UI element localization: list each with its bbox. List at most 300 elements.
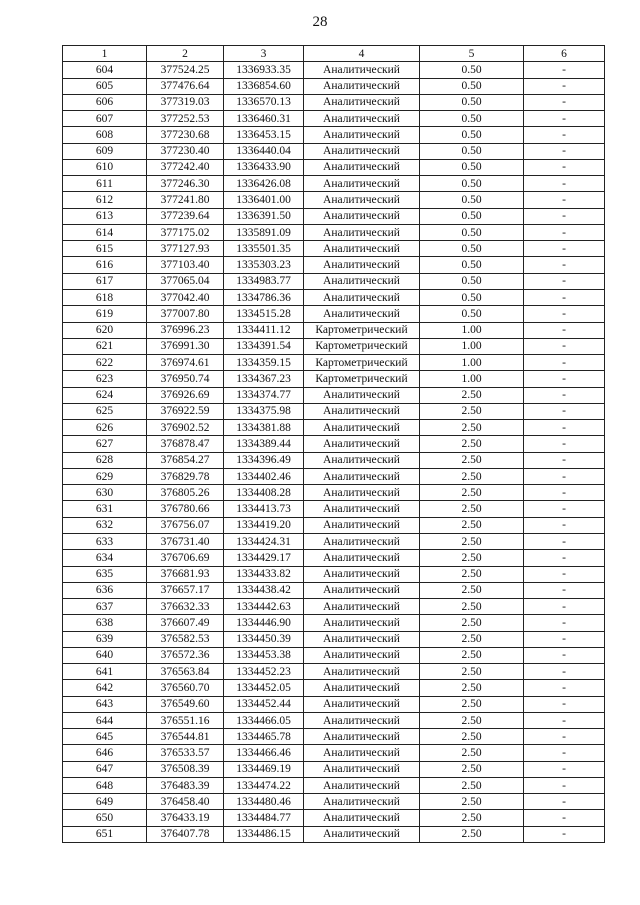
method-cell: Картометрический [304,371,420,387]
x-coordinate-cell: 377252.53 [147,111,224,127]
note-cell: - [524,111,605,127]
precision-cell: 2.50 [420,582,524,598]
note-cell: - [524,647,605,663]
table-row [63,257,605,273]
precision-cell: 2.50 [420,680,524,696]
point-number-cell: 608 [63,127,147,143]
method-cell: Аналитический [304,94,420,110]
precision-cell: 2.50 [420,631,524,647]
table-row [63,224,605,240]
x-coordinate-cell: 376878.47 [147,436,224,452]
method-cell: Аналитический [304,289,420,305]
method-cell: Аналитический [304,78,420,94]
table-row [63,729,605,745]
note-cell: - [524,322,605,338]
method-cell: Аналитический [304,127,420,143]
table-row [63,826,605,842]
y-coordinate-cell: 1334480.46 [224,794,304,810]
note-cell: - [524,420,605,436]
precision-cell: 2.50 [420,485,524,501]
method-cell: Аналитический [304,631,420,647]
y-coordinate-cell: 1335891.09 [224,224,304,240]
x-coordinate-cell: 376458.40 [147,794,224,810]
precision-cell: 2.50 [420,517,524,533]
point-number-cell: 621 [63,338,147,354]
x-coordinate-cell: 376991.30 [147,338,224,354]
method-cell: Аналитический [304,143,420,159]
precision-cell: 0.50 [420,127,524,143]
y-coordinate-cell: 1334389.44 [224,436,304,452]
point-number-cell: 628 [63,452,147,468]
note-cell: - [524,224,605,240]
point-number-cell: 614 [63,224,147,240]
y-coordinate-cell: 1336426.08 [224,176,304,192]
method-cell: Аналитический [304,777,420,793]
y-coordinate-cell: 1334442.63 [224,599,304,615]
note-cell: - [524,387,605,403]
y-coordinate-cell: 1334452.44 [224,696,304,712]
x-coordinate-cell: 376756.07 [147,517,224,533]
table-row [63,615,605,631]
table-row [63,192,605,208]
point-number-cell: 609 [63,143,147,159]
point-number-cell: 620 [63,322,147,338]
y-coordinate-cell: 1334381.88 [224,420,304,436]
point-number-cell: 642 [63,680,147,696]
point-number-cell: 637 [63,599,147,615]
table-row [63,387,605,403]
table-row [63,176,605,192]
y-coordinate-cell: 1336401.00 [224,192,304,208]
x-coordinate-cell: 377103.40 [147,257,224,273]
table-row [63,322,605,338]
x-coordinate-cell: 376582.53 [147,631,224,647]
method-cell: Аналитический [304,533,420,549]
y-coordinate-cell: 1334367.23 [224,371,304,387]
y-coordinate-cell: 1336453.15 [224,127,304,143]
y-coordinate-cell: 1334465.78 [224,729,304,745]
method-cell: Аналитический [304,810,420,826]
method-cell: Аналитический [304,517,420,533]
point-number-cell: 632 [63,517,147,533]
precision-cell: 2.50 [420,436,524,452]
note-cell: - [524,257,605,273]
column-header: 5 [420,46,524,62]
table-row [63,355,605,371]
precision-cell: 2.50 [420,647,524,663]
precision-cell: 2.50 [420,615,524,631]
table-row [63,810,605,826]
point-number-cell: 635 [63,566,147,582]
precision-cell: 2.50 [420,761,524,777]
y-coordinate-cell: 1336433.90 [224,159,304,175]
precision-cell: 2.50 [420,533,524,549]
point-number-cell: 610 [63,159,147,175]
method-cell: Аналитический [304,647,420,663]
x-coordinate-cell: 376572.36 [147,647,224,663]
precision-cell: 2.50 [420,664,524,680]
table-row [63,241,605,257]
y-coordinate-cell: 1334786.36 [224,289,304,305]
table-row [63,452,605,468]
method-cell: Аналитический [304,696,420,712]
precision-cell: 0.50 [420,78,524,94]
precision-cell: 0.50 [420,273,524,289]
note-cell: - [524,680,605,696]
precision-cell: 1.00 [420,371,524,387]
x-coordinate-cell: 377239.64 [147,208,224,224]
precision-cell: 2.50 [420,696,524,712]
table-row [63,420,605,436]
precision-cell: 0.50 [420,62,524,78]
point-number-cell: 606 [63,94,147,110]
note-cell: - [524,631,605,647]
x-coordinate-cell: 377319.03 [147,94,224,110]
method-cell: Аналитический [304,582,420,598]
point-number-cell: 645 [63,729,147,745]
method-cell: Аналитический [304,680,420,696]
x-coordinate-cell: 376902.52 [147,420,224,436]
precision-cell: 0.50 [420,94,524,110]
table-row [63,94,605,110]
y-coordinate-cell: 1334469.19 [224,761,304,777]
method-cell: Аналитический [304,241,420,257]
note-cell: - [524,696,605,712]
note-cell: - [524,208,605,224]
x-coordinate-cell: 377476.64 [147,78,224,94]
method-cell: Картометрический [304,322,420,338]
x-coordinate-cell: 376657.17 [147,582,224,598]
point-number-cell: 617 [63,273,147,289]
table-row [63,712,605,728]
precision-cell: 1.00 [420,355,524,371]
point-number-cell: 651 [63,826,147,842]
table-row [63,533,605,549]
x-coordinate-cell: 376926.69 [147,387,224,403]
note-cell: - [524,127,605,143]
x-coordinate-cell: 376607.49 [147,615,224,631]
note-cell: - [524,371,605,387]
x-coordinate-cell: 377175.02 [147,224,224,240]
point-number-cell: 623 [63,371,147,387]
precision-cell: 0.50 [420,257,524,273]
point-number-cell: 643 [63,696,147,712]
method-cell: Аналитический [304,566,420,582]
y-coordinate-cell: 1334429.17 [224,550,304,566]
table-row [63,143,605,159]
method-cell: Аналитический [304,403,420,419]
method-cell: Аналитический [304,485,420,501]
x-coordinate-cell: 376780.66 [147,501,224,517]
table-body [63,62,605,843]
x-coordinate-cell: 376681.93 [147,566,224,582]
x-coordinate-cell: 376433.19 [147,810,224,826]
point-number-cell: 604 [63,62,147,78]
x-coordinate-cell: 376706.69 [147,550,224,566]
method-cell: Аналитический [304,745,420,761]
method-cell: Аналитический [304,273,420,289]
precision-cell: 0.50 [420,192,524,208]
table-row [63,517,605,533]
precision-cell: 0.50 [420,241,524,257]
point-number-cell: 644 [63,712,147,728]
note-cell: - [524,810,605,826]
y-coordinate-cell: 1334375.98 [224,403,304,419]
table-row [63,306,605,322]
y-coordinate-cell: 1334396.49 [224,452,304,468]
table-row [63,599,605,615]
y-coordinate-cell: 1334452.23 [224,664,304,680]
x-coordinate-cell: 376551.16 [147,712,224,728]
x-coordinate-cell: 376950.74 [147,371,224,387]
y-coordinate-cell: 1336570.13 [224,94,304,110]
table-row [63,273,605,289]
y-coordinate-cell: 1334419.20 [224,517,304,533]
note-cell: - [524,712,605,728]
note-cell: - [524,501,605,517]
x-coordinate-cell: 377127.93 [147,241,224,257]
y-coordinate-cell: 1336854.60 [224,78,304,94]
point-number-cell: 616 [63,257,147,273]
point-number-cell: 641 [63,664,147,680]
note-cell: - [524,745,605,761]
note-cell: - [524,485,605,501]
table-row [63,550,605,566]
method-cell: Аналитический [304,729,420,745]
point-number-cell: 633 [63,533,147,549]
y-coordinate-cell: 1334474.22 [224,777,304,793]
table-row [63,208,605,224]
note-cell: - [524,517,605,533]
point-number-cell: 619 [63,306,147,322]
x-coordinate-cell: 376632.33 [147,599,224,615]
method-cell: Аналитический [304,615,420,631]
point-number-cell: 626 [63,420,147,436]
note-cell: - [524,599,605,615]
method-cell: Аналитический [304,468,420,484]
method-cell: Аналитический [304,111,420,127]
x-coordinate-cell: 376996.23 [147,322,224,338]
precision-cell: 2.50 [420,403,524,419]
method-cell: Аналитический [304,501,420,517]
table-row [63,566,605,582]
x-coordinate-cell: 376854.27 [147,452,224,468]
note-cell: - [524,794,605,810]
note-cell: - [524,143,605,159]
method-cell: Аналитический [304,176,420,192]
point-number-cell: 638 [63,615,147,631]
table-row [63,631,605,647]
column-header: 6 [524,46,605,62]
point-number-cell: 646 [63,745,147,761]
method-cell: Аналитический [304,208,420,224]
table-row [63,501,605,517]
precision-cell: 2.50 [420,420,524,436]
precision-cell: 1.00 [420,338,524,354]
point-number-cell: 649 [63,794,147,810]
y-coordinate-cell: 1336440.04 [224,143,304,159]
y-coordinate-cell: 1336460.31 [224,111,304,127]
x-coordinate-cell: 376407.78 [147,826,224,842]
y-coordinate-cell: 1334402.46 [224,468,304,484]
note-cell: - [524,550,605,566]
x-coordinate-cell: 377524.25 [147,62,224,78]
x-coordinate-cell: 376560.70 [147,680,224,696]
note-cell: - [524,533,605,549]
note-cell: - [524,273,605,289]
note-cell: - [524,62,605,78]
y-coordinate-cell: 1334359.15 [224,355,304,371]
y-coordinate-cell: 1334484.77 [224,810,304,826]
table-row [63,159,605,175]
y-coordinate-cell: 1334408.28 [224,485,304,501]
method-cell: Аналитический [304,306,420,322]
x-coordinate-cell: 376731.40 [147,533,224,549]
x-coordinate-cell: 376922.59 [147,403,224,419]
precision-cell: 0.50 [420,224,524,240]
x-coordinate-cell: 376483.39 [147,777,224,793]
y-coordinate-cell: 1334453.38 [224,647,304,663]
table-row [63,289,605,305]
method-cell: Картометрический [304,355,420,371]
table-row [63,371,605,387]
precision-cell: 2.50 [420,452,524,468]
x-coordinate-cell: 377246.30 [147,176,224,192]
precision-cell: 0.50 [420,176,524,192]
table-row [63,647,605,663]
note-cell: - [524,192,605,208]
table-row [63,745,605,761]
note-cell: - [524,566,605,582]
y-coordinate-cell: 1336933.35 [224,62,304,78]
point-number-cell: 618 [63,289,147,305]
y-coordinate-cell: 1335501.35 [224,241,304,257]
method-cell: Аналитический [304,436,420,452]
y-coordinate-cell: 1334515.28 [224,306,304,322]
y-coordinate-cell: 1334438.42 [224,582,304,598]
note-cell: - [524,468,605,484]
y-coordinate-cell: 1334374.77 [224,387,304,403]
note-cell: - [524,355,605,371]
note-cell: - [524,582,605,598]
note-cell: - [524,94,605,110]
table-row [63,403,605,419]
page-number: 28 [312,14,328,30]
note-cell: - [524,78,605,94]
x-coordinate-cell: 376544.81 [147,729,224,745]
note-cell: - [524,436,605,452]
table-row [63,680,605,696]
table-row [63,761,605,777]
method-cell: Аналитический [304,664,420,680]
precision-cell: 2.50 [420,729,524,745]
table-row [63,111,605,127]
note-cell: - [524,761,605,777]
precision-cell: 2.50 [420,826,524,842]
x-coordinate-cell: 377065.04 [147,273,224,289]
method-cell: Аналитический [304,159,420,175]
precision-cell: 0.50 [420,306,524,322]
x-coordinate-cell: 377007.80 [147,306,224,322]
x-coordinate-cell: 377230.68 [147,127,224,143]
method-cell: Аналитический [304,712,420,728]
point-number-cell: 634 [63,550,147,566]
precision-cell: 2.50 [420,501,524,517]
x-coordinate-cell: 377230.40 [147,143,224,159]
precision-cell: 0.50 [420,208,524,224]
method-cell: Аналитический [304,599,420,615]
note-cell: - [524,241,605,257]
x-coordinate-cell: 377241.80 [147,192,224,208]
method-cell: Картометрический [304,338,420,354]
precision-cell: 0.50 [420,143,524,159]
point-number-cell: 611 [63,176,147,192]
method-cell: Аналитический [304,224,420,240]
point-number-cell: 631 [63,501,147,517]
precision-cell: 2.50 [420,794,524,810]
y-coordinate-cell: 1334466.05 [224,712,304,728]
precision-cell: 2.50 [420,745,524,761]
method-cell: Аналитический [304,257,420,273]
note-cell: - [524,826,605,842]
coordinates-table [62,45,605,843]
precision-cell: 0.50 [420,111,524,127]
point-number-cell: 629 [63,468,147,484]
method-cell: Аналитический [304,550,420,566]
x-coordinate-cell: 376974.61 [147,355,224,371]
method-cell: Аналитический [304,452,420,468]
precision-cell: 2.50 [420,712,524,728]
precision-cell: 2.50 [420,566,524,582]
x-coordinate-cell: 376508.39 [147,761,224,777]
point-number-cell: 622 [63,355,147,371]
x-coordinate-cell: 376805.26 [147,485,224,501]
precision-cell: 2.50 [420,777,524,793]
method-cell: Аналитический [304,387,420,403]
point-number-cell: 605 [63,78,147,94]
x-coordinate-cell: 377242.40 [147,159,224,175]
x-coordinate-cell: 376533.57 [147,745,224,761]
note-cell: - [524,306,605,322]
x-coordinate-cell: 377042.40 [147,289,224,305]
method-cell: Аналитический [304,62,420,78]
y-coordinate-cell: 1334411.12 [224,322,304,338]
point-number-cell: 636 [63,582,147,598]
x-coordinate-cell: 376563.84 [147,664,224,680]
note-cell: - [524,452,605,468]
table-row [63,436,605,452]
column-header: 3 [224,46,304,62]
point-number-cell: 647 [63,761,147,777]
table-row [63,777,605,793]
table-row [63,582,605,598]
table-row [63,62,605,78]
y-coordinate-cell: 1334424.31 [224,533,304,549]
x-coordinate-cell: 376549.60 [147,696,224,712]
precision-cell: 2.50 [420,468,524,484]
point-number-cell: 639 [63,631,147,647]
table-header-row [63,46,605,62]
point-number-cell: 627 [63,436,147,452]
note-cell: - [524,729,605,745]
precision-cell: 2.50 [420,599,524,615]
table-row [63,468,605,484]
point-number-cell: 648 [63,777,147,793]
table-row [63,664,605,680]
y-coordinate-cell: 1336391.50 [224,208,304,224]
precision-cell: 0.50 [420,159,524,175]
note-cell: - [524,159,605,175]
